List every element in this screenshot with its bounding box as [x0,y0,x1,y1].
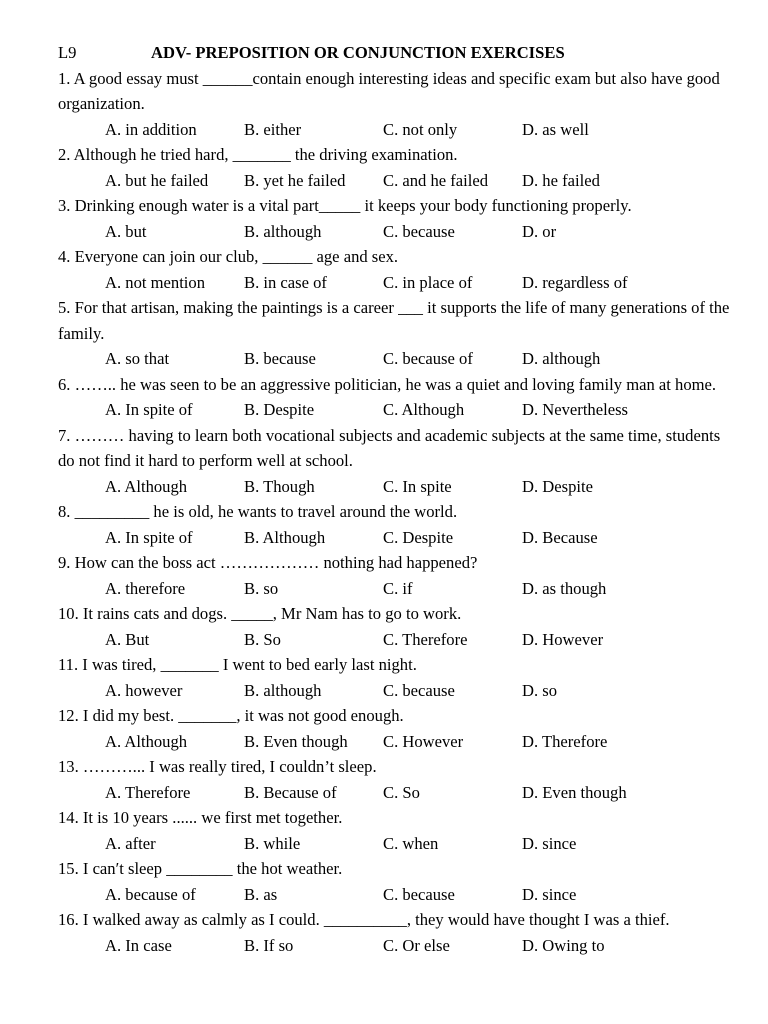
answer-options [58,627,738,653]
answer-option: C. because [383,884,455,904]
answer-option: A. But [105,629,150,649]
answer-option: B. Even though [244,731,348,751]
answer-option: B. so [244,578,279,598]
question-text: 1. A good essay must ______contain enough interesting ideas and specific exam but also have good organization. [58,68,720,113]
answer-option: D. Because [522,527,598,547]
answer-options [58,729,738,755]
question-item [58,601,738,652]
answer-option: B. although [244,680,322,700]
answer-option: C. because of [383,349,473,368]
question-item [58,703,738,754]
answer-option: A. In spite of [105,400,193,419]
answer-option: D. Therefore [522,731,608,751]
answer-option: D. Owing to [522,935,605,955]
answer-option: D. However [522,629,604,649]
answer-options [58,397,738,423]
question-text: 5. For that artisan, making the paintings is a career ___ it supports the life of many generations of the family. [58,298,730,343]
question-text: 2. Although he tried hard, _______ the driving examination. [58,145,458,164]
answer-option: A. Therefore [105,782,191,802]
answer-option: D. Even though [522,782,627,802]
answer-option: D. Nevertheless [522,400,628,419]
question-item [58,193,738,244]
answer-options [58,678,738,704]
question-text: 12. I did my best. _______, it was not good enough. [58,706,404,725]
answer-option: B. Though [244,476,315,496]
answer-option: B. as [244,884,278,904]
question-text: 4. Everyone can join our club, ______ age and sex. [58,247,399,266]
answer-options [58,525,738,551]
answer-option: C. Despite [383,527,454,547]
header [58,40,738,66]
answer-option: C. Therefore [383,629,468,649]
answer-options [58,576,738,602]
question-item [58,372,738,423]
answer-option: D. or [522,221,557,241]
answer-option: B. If so [244,935,294,955]
question-text: 13. ………... I was really tired, I couldn’t sleep. [58,757,377,776]
question-item [58,856,738,907]
question-item [58,754,738,805]
answer-option: D. although [522,349,601,368]
answer-options [58,270,738,296]
answer-option: D. regardless of [522,272,628,292]
answer-option: C. Although [383,400,465,419]
question-item [58,499,738,550]
answer-option: B. So [244,629,281,649]
answer-options [58,346,738,372]
answer-option: A. In case [105,935,172,955]
answer-option: D. he failed [522,170,600,190]
question-text: 11. I was tired, _______ I went to bed early last night. [58,655,417,674]
answer-option: C. In spite [383,476,452,496]
question-item [58,550,738,601]
answer-option: D. Despite [522,476,593,496]
question-text: 3. Drinking enough water is a vital part_____ it keeps your body functioning properly. [58,196,632,215]
level-label: L9 [58,43,77,62]
question-item [58,142,738,193]
answer-option: A. because of [105,884,196,904]
question-text: 15. I can′t sleep ________ the hot weather. [58,859,343,878]
answer-option: B. yet he failed [244,170,346,190]
answer-options [58,168,738,194]
answer-option: C. if [383,578,413,598]
worksheet [58,40,738,958]
answer-option: C. because [383,221,455,241]
question-item [58,907,738,958]
answer-options [58,219,738,245]
answer-option: A. after [105,833,156,853]
answer-option: D. as well [522,119,589,139]
answer-option: B. while [244,833,301,853]
answer-option: A. but [105,221,147,241]
question-list [58,66,738,959]
answer-option: C. However [383,731,464,751]
answer-option: C. So [383,782,420,802]
answer-option: C. and he failed [383,170,489,190]
answer-option: A. In spite of [105,527,193,547]
answer-option: A. but he failed [105,170,209,190]
question-text: 16. I walked away as calmly as I could. __________, they would have thought I was a thief. [58,910,670,929]
question-item [58,652,738,703]
question-item [58,244,738,295]
answer-option: D. since [522,833,577,853]
answer-option: C. when [383,833,439,853]
answer-options [58,474,738,500]
answer-options [58,117,738,143]
answer-options [58,831,738,857]
answer-option: D. so [522,680,558,700]
answer-options [58,933,738,959]
question-text: 8. _________ he is old, he wants to travel around the world. [58,502,458,521]
answer-option: A. Although [105,731,188,751]
answer-option: B. in case of [244,272,327,292]
answer-option: A. however [105,680,183,700]
question-item [58,805,738,856]
question-text: 10. It rains cats and dogs. _____, Mr Nam has to go to work. [58,604,462,623]
answer-option: B. Because of [244,782,337,802]
answer-option: B. Although [244,527,326,547]
answer-option: A. so that [105,349,170,368]
answer-option: C. not only [383,119,458,139]
page-title: ADV- PREPOSITION OR CONJUNCTION EXERCISES [151,43,565,62]
question-text: 6. …….. he was seen to be an aggressive politician, he was a quiet and loving family man at home. [58,374,717,394]
question-item [58,66,738,143]
answer-option: D. as though [522,578,607,598]
question-text: 9. How can the boss act ……………… nothing had happened? [58,553,478,572]
answer-option: B. although [244,221,322,241]
answer-option: B. either [244,119,302,139]
answer-option: A. not mention [105,272,206,292]
answer-option: A. Although [105,476,188,496]
answer-option: B. Despite [244,400,315,419]
answer-option: B. because [244,349,316,368]
answer-option: C. in place of [383,272,473,292]
question-text: 7. ……… having to learn both vocational subjects and academic subjects at the same time, students do not find it hard to perform well at school. [58,425,721,470]
answer-option: A. therefore [105,578,186,598]
answer-options [58,780,738,806]
answer-option: D. since [522,884,577,904]
answer-option: C. because [383,680,455,700]
answer-option: A. in addition [105,119,197,139]
question-item [58,423,738,500]
answer-options [58,882,738,908]
answer-option: C. Or else [383,935,450,955]
question-item [58,295,738,372]
question-text: 14. It is 10 years ...... we first met together. [58,808,343,827]
